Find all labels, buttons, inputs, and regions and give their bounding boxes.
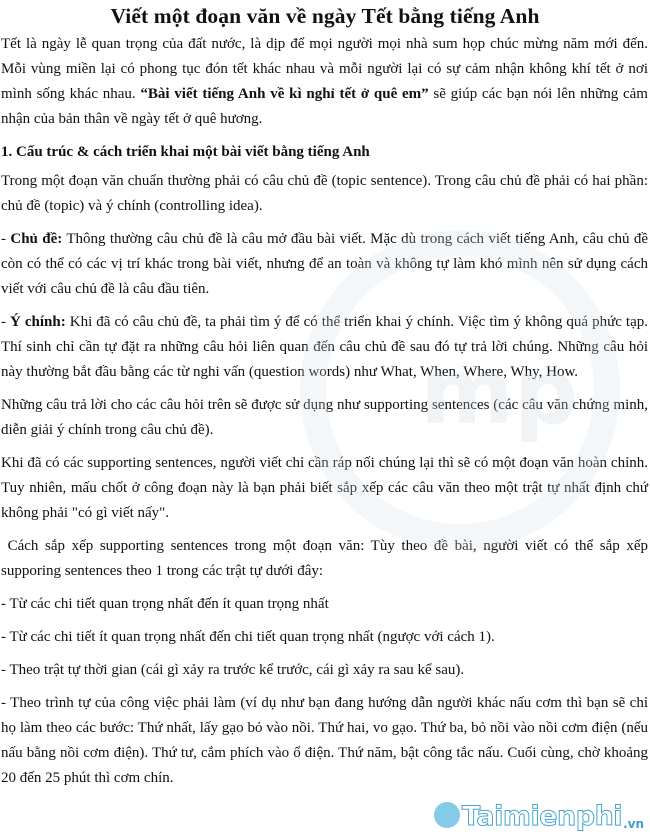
main-idea-text: Khi đã có câu chủ đề, ta phải tìm ý để có thể triển khai ý chính. Việc tìm ý không quá phức tạp. Thí sinh chỉ cần tự đặt ra những câu hỏi liên quan đến câu chủ đề sau đó tự trả lời chúng. Những câu hỏi này thường bắt đầu bằng các từ nghi vấn (question words) như What, When, Where, Why, How. (1, 314, 649, 380)
logo-text: Taimienphi (461, 801, 623, 832)
list-item: - Theo trật tự thời gian (cái gì xảy ra trước kể trước, cái gì xảy ra sau kể sau). (1, 662, 465, 678)
intro-bold-title: “Bài viết tiếng Anh về kì nghỉ tết ở quê em” (140, 86, 429, 102)
intro-text-before: Tết là ngày lễ quan trọng của đất nước, là dịp để mọi người mọi nhà sum họp chúc mừng năm mới đến. Mỗi vùng miền lại có phong tục đón tết khác nhau và mỗi người lại có sự cảm nhận không khí tết ở nơi mình sống khác nhau. (1, 36, 648, 102)
list-item: - Từ các chi tiết ít quan trọng nhất đến chi tiết quan trọng nhất (ngược với cách 1). (1, 629, 495, 645)
paragraph-supporting: Những câu trả lời cho các câu hỏi trên sẽ được sử dụng như supporting sentences (các câu văn chứng minh, diễn giải ý chính trong câu chủ đề). (1, 397, 648, 438)
bullet-prefix: - (1, 314, 11, 330)
article-title: Viết một đoạn văn về ngày Tết bằng tiếng Anh (110, 4, 540, 28)
list-item: - Từ các chi tiết quan trọng nhất đến ít quan trọng nhất (1, 596, 329, 612)
bullet-prefix: - (1, 231, 11, 247)
paragraph-topic (1, 227, 648, 302)
topic-text: Thông thường câu chủ đề là câu mở đầu bài viết. Mặc dù trong cách viết tiếng Anh, câu chủ đề còn có thể có các vị trí khác trong bài viết, nhưng để an toàn và không tự làm khó mình nên sử dụng cách viết với câu chủ đề là câu đầu tiên. (1, 231, 649, 297)
section-heading: 1. Cấu trúc & cách triển khai một bài viết bằng tiếng Anh (1, 144, 370, 160)
intro-text-after: sẽ giúp các bạn nói lên những cảm nhận của bản thân về ngày tết ở quê hương. (1, 86, 648, 127)
paragraph-assembly: Khi đã có các supporting sentences, người viết chỉ cần ráp nối chúng lại thì sẽ có một đoạn văn hoàn chỉnh. Tuy nhiên, mấu chốt ở công đoạn này là bạn phải biết sắp xếp các câu văn theo một trật tự nhất định chứ không phải "có gì viết nấy". (1, 455, 648, 521)
paragraph-main-idea (1, 310, 648, 385)
label-topic: Chủ đề: (10, 231, 63, 247)
logo-icon (434, 802, 460, 828)
paragraph-topic-sentence: Trong một đoạn văn chuẩn thường phải có câu chủ đề (topic sentence). Trong câu chủ đề phải có hai phần: chủ đề (topic) và ý chính (controlling idea). (1, 173, 648, 214)
site-logo (434, 802, 644, 832)
paragraph-ordering: Cách sắp xếp supporting sentences trong một đoạn văn: Tùy theo đề bài, người viết có thể sắp xếp supporing sentences theo 1 trong các trật tự dưới đây: (1, 538, 649, 579)
logo-suffix: .vn (623, 817, 644, 831)
article-body (0, 32, 650, 791)
label-main-idea: Ý chính: (10, 314, 66, 330)
list-item: - Theo trình tự của công việc phải làm (ví dụ như bạn đang hướng dẫn người khác nấu cơm thì bạn sẽ chỉ họ làm theo các bước: Thứ nhất, lấy gạo bỏ vào nồi. Thứ hai, vo gạo. Thứ ba, bỏ nồi vào nồi cơm điện (nếu nấu bằng nồi cơm điện). Thứ tư, cắm phích vào ổ điện. Thứ năm, bật công tắc nấu. Cuối cùng, chờ khoảng 20 đến 25 phút thì cơm chín. (1, 695, 648, 786)
intro-paragraph (1, 32, 648, 132)
watermark-center-text: mp (420, 340, 579, 445)
